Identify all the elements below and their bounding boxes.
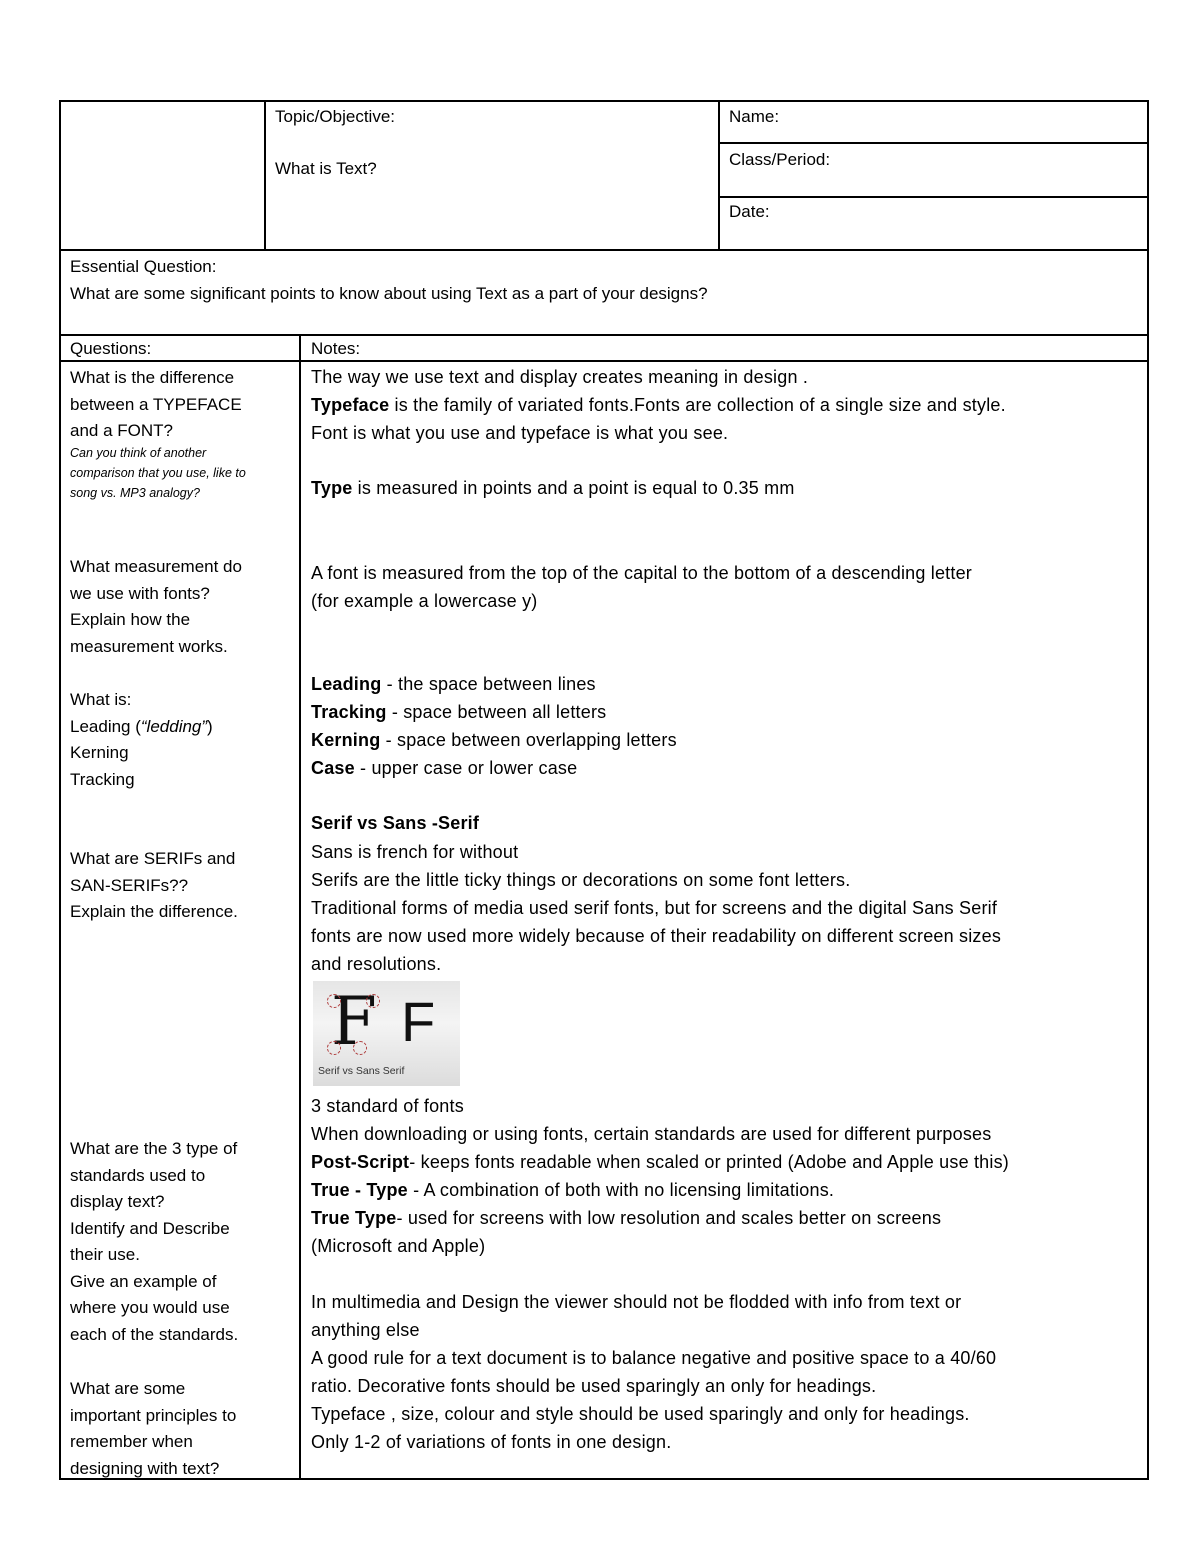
question-line: display text? xyxy=(70,1192,165,1211)
question-line: important principles to xyxy=(70,1405,237,1425)
note-definition: is measured in points and a point is equal to 0.35 mm xyxy=(352,478,795,498)
note-true-type-vendors: (Microsoft and Apple) xyxy=(311,1236,486,1256)
serif-marker-icon xyxy=(353,1041,367,1055)
question-line: standards used to xyxy=(70,1165,206,1185)
question-line: their use. xyxy=(70,1245,140,1264)
question-line: What are SERIFs and xyxy=(70,849,236,868)
note-term: True - Type xyxy=(311,1180,408,1200)
question-line: What is the difference xyxy=(70,368,235,387)
header-row-line-2 xyxy=(718,196,1149,198)
note-tracking xyxy=(311,702,606,723)
question-line: Identify and Describe xyxy=(70,1218,230,1238)
image-caption: Serif vs Sans Serif xyxy=(318,1065,405,1077)
question-line: we use with fonts? xyxy=(70,583,210,603)
serif-marker-icon xyxy=(327,1041,341,1055)
essential-question-text: What are some significant points to know about using Text as a part of your designs? xyxy=(70,284,708,303)
note-standards-purpose: When downloading or using fonts, certain standards are used for different purposes xyxy=(311,1124,992,1144)
note-term: True Type xyxy=(311,1208,397,1228)
note-text-meaning: The way we use text and display creates meaning in design . xyxy=(311,367,809,387)
note-standards-heading: 3 standard of fonts xyxy=(311,1096,464,1116)
question-font-measurement xyxy=(70,554,242,660)
question-line: What are some xyxy=(70,1379,186,1398)
note-font-vs-typeface: Font is what you use and typeface is what you see. xyxy=(311,423,729,443)
question-note-line: Can you think of another xyxy=(70,446,207,460)
note-sans-meaning: Sans is french for without xyxy=(311,842,519,862)
name-label: Name: xyxy=(729,107,780,126)
question-line: Give an example of xyxy=(70,1271,217,1291)
question-leading-kerning-tracking xyxy=(70,687,213,793)
note-principle-3: A good rule for a text document is to balance negative and positive space to a 40/60 xyxy=(311,1348,997,1368)
note-term: Kerning xyxy=(311,730,381,750)
question-line: What is: xyxy=(70,690,132,709)
note-postscript xyxy=(311,1152,1009,1173)
question-line: where you would use xyxy=(70,1298,230,1317)
question-line: Kerning xyxy=(70,743,129,762)
note-serif-heading xyxy=(311,813,479,834)
question-line: remember when xyxy=(70,1432,193,1451)
note-true-type-combo xyxy=(311,1180,834,1201)
note-case xyxy=(311,758,577,779)
note-definition: - A combination of both with no licensing limitations. xyxy=(407,1180,835,1200)
note-definition: - upper case or lower case xyxy=(354,758,578,778)
note-kerning xyxy=(311,730,677,751)
note-font-measured: A font is measured from the top of the capital to the bottom of a descending letter xyxy=(311,563,972,583)
note-principle-2: anything else xyxy=(311,1320,420,1340)
question-line: Explain the difference. xyxy=(70,902,238,921)
essential-question-label: Essential Question: xyxy=(70,257,217,276)
header-table-border xyxy=(59,100,1149,251)
note-term: Type xyxy=(311,478,353,498)
serif-vs-sans-serif-image xyxy=(313,981,460,1086)
question-line: Explain how the xyxy=(70,610,191,629)
question-design-principles xyxy=(70,1376,236,1482)
question-line: and a FONT? xyxy=(70,421,173,440)
question-line: What are the 3 type of xyxy=(70,1139,238,1158)
serif-letter-f: F xyxy=(331,983,377,1060)
serif-marker-icon xyxy=(366,994,380,1008)
questions-column-header: Questions: xyxy=(70,339,152,358)
note-principle-5: Typeface , size, colour and style should be used sparingly and only for headings. xyxy=(311,1404,970,1424)
note-serif-history-1: Traditional forms of media used serif fonts, but for screens and the digital Sans Serif xyxy=(311,898,998,918)
question-note-line: comparison that you use, like to xyxy=(70,466,246,480)
question-line: SAN-SERIFs?? xyxy=(70,875,189,895)
note-term: Case xyxy=(311,758,355,778)
leading-close: ) xyxy=(207,716,213,736)
note-font-measured-example: (for example a lowercase y) xyxy=(311,591,538,611)
notes-column-header: Notes: xyxy=(311,339,361,358)
question-line: Tracking xyxy=(70,769,135,789)
note-principle-4: ratio. Decorative fonts should be used sparingly an only for headings. xyxy=(311,1376,877,1396)
note-term: Typeface xyxy=(311,395,390,415)
question-line: between a TYPEFACE xyxy=(70,394,242,414)
note-serif-history-3: and resolutions. xyxy=(311,954,442,974)
note-definition: - space between all letters xyxy=(386,702,607,722)
note-definition: - keeps fonts readable when scaled or printed (Adobe and Apple use this) xyxy=(409,1152,1009,1172)
note-term: Tracking xyxy=(311,702,387,722)
note-serif-definition: Serifs are the little ticky things or decorations on some font letters. xyxy=(311,870,851,890)
column-divider xyxy=(299,334,301,1480)
note-definition: - the space between lines xyxy=(381,674,596,694)
ledding-pronunciation: “ledding” xyxy=(140,716,208,736)
question-serifs xyxy=(70,846,238,926)
note-leading xyxy=(311,674,596,695)
note-definition: - used for screens with low resolution and scales better on screens xyxy=(396,1208,942,1228)
header-divider-2 xyxy=(718,100,720,251)
question-note-line: song vs. MP3 analogy? xyxy=(70,486,200,500)
note-term: Leading xyxy=(311,674,382,694)
leading-word: Leading ( xyxy=(70,716,141,736)
question-typeface-vs-font xyxy=(70,365,242,445)
topic-value: What is Text? xyxy=(275,159,377,178)
sans-serif-letter-f: F xyxy=(401,990,436,1053)
note-serif-history-2: fonts are now used more widely because of their readability on different screen sizes xyxy=(311,926,1002,946)
question-line: each of the standards. xyxy=(70,1324,239,1344)
note-type-measurement xyxy=(311,478,795,499)
class-period-label: Class/Period: xyxy=(729,150,831,169)
header-divider-1 xyxy=(264,100,266,251)
note-term: Serif vs Sans -Serif xyxy=(311,813,480,833)
note-definition: is the family of variated fonts.Fonts are collection of a single size and style. xyxy=(389,395,1006,415)
note-true-type xyxy=(311,1208,941,1229)
topic-label: Topic/Objective: xyxy=(275,107,395,126)
question-line: designing with text? xyxy=(70,1458,220,1478)
note-term: Post-Script xyxy=(311,1152,410,1172)
note-definition: - space between overlapping letters xyxy=(380,730,677,750)
note-typeface-definition xyxy=(311,395,1006,416)
question-font-standards xyxy=(70,1136,238,1348)
serif-marker-icon xyxy=(327,994,341,1008)
header-row-line-1 xyxy=(718,142,1149,144)
question-line: measurement works. xyxy=(70,636,228,656)
date-label: Date: xyxy=(729,202,770,221)
question-analogy-note xyxy=(70,443,246,503)
question-line: What measurement do xyxy=(70,557,242,576)
question-line-leading xyxy=(70,714,213,741)
note-principle-1: In multimedia and Design the viewer should not be flodded with info from text or xyxy=(311,1292,962,1312)
note-principle-6: Only 1-2 of variations of fonts in one design. xyxy=(311,1432,672,1452)
column-header-line xyxy=(59,360,1149,362)
